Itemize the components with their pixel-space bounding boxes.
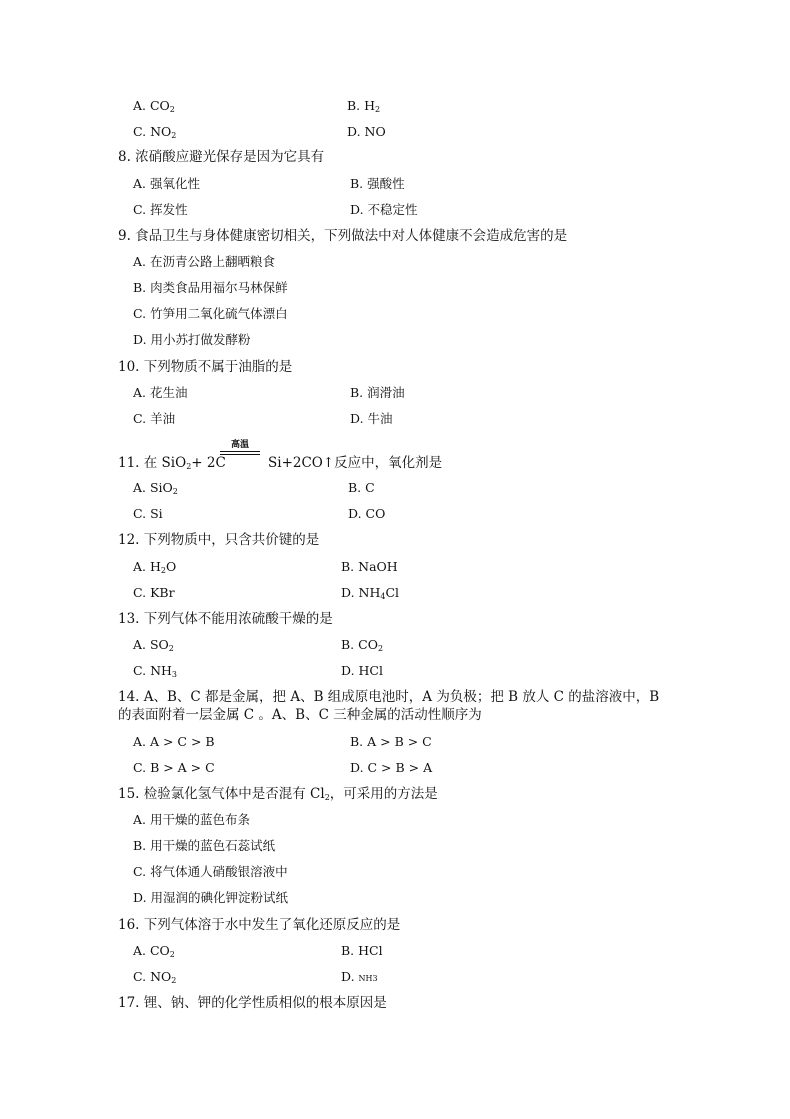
q14-stem-line1: 14. A、B、C 都是金属，把 A、B 组成原电池时，A 为负极；把 B 放人 C 的盐溶液中，B: [118, 689, 660, 705]
q7-option-c: C. $NO_2$: [133, 124, 177, 140]
q11-stem-left: 11. 在 SiO$_2$+ 2C: [118, 455, 226, 471]
equals-bar-bottom: [220, 454, 260, 455]
q12-option-c: C. KBr: [133, 585, 175, 600]
q13-option-a: A. $SO_2$: [133, 637, 174, 653]
q11-option-d: D. CO: [348, 506, 386, 521]
q15-option-a: A. 用干燥的蓝色布条: [133, 812, 250, 827]
q9-stem: 9. 食品卫生与身体健康密切相关，下列做法中对人体健康不会造成危害的是: [118, 228, 568, 244]
q12-stem: 12. 下列物质中，只含共价键的是: [118, 532, 320, 548]
q8-option-c: C. 挥发性: [133, 202, 188, 217]
q8-option-b: B. 强酸性: [350, 176, 405, 191]
q9-option-d: D. 用小苏打做发酵粉: [133, 332, 251, 347]
q8-option-d: D. 不稳定性: [350, 202, 418, 217]
q14-option-c: C. B > A > C: [133, 760, 215, 775]
q17-stem: 17. 锂、钠、钾的化学性质相似的根本原因是: [118, 995, 387, 1011]
q11-stem-right: Si+2CO↑反应中，氧化剂是: [268, 455, 443, 471]
q13-option-d: D. HCl: [341, 663, 383, 678]
q11-option-b: B. C: [348, 480, 375, 495]
q10-option-b: B. 润滑油: [350, 385, 405, 400]
q9-option-b: B. 肉类食品用福尔马林保鲜: [133, 280, 288, 295]
condition-label: 高温: [230, 440, 249, 450]
equals-bar-top: [220, 451, 260, 452]
q11-option-a: A. SiO$_2$: [133, 480, 178, 496]
q9-option-c: C. 竹笋用二氧化硫气体漂白: [133, 306, 288, 321]
q14-option-a: A. A > C > B: [133, 734, 215, 749]
q14-stem-line2: 的表面附着一层金属 C 。A、B、C 三种金属的活动性顺序为: [118, 707, 482, 723]
q10-option-d: D. 牛油: [350, 411, 393, 426]
q14-option-d: D. C > B > A: [350, 760, 433, 775]
q14-option-b: B. A > B > C: [350, 734, 432, 749]
q16-option-a: A. $CO_2$: [133, 943, 175, 959]
q8-option-a: A. 强氧化性: [133, 176, 200, 191]
q13-option-b: B. $CO_2$: [341, 637, 384, 653]
q15-option-b: B. 用干燥的蓝色石蕊试纸: [133, 838, 276, 853]
q16-stem: 16. 下列气体溶于水中发生了氧化还原反应的是: [118, 917, 401, 933]
q16-option-c: C. $NO_2$: [133, 969, 177, 985]
q7-option-a: A. $CO_2$: [133, 98, 175, 114]
q10-option-c: C. 羊油: [133, 411, 176, 426]
q7-option-b: B. $H_2$: [347, 98, 381, 114]
q16-option-d: D. NH3: [341, 969, 378, 984]
q13-stem: 13. 下列气体不能用浓硫酸干燥的是: [118, 611, 333, 627]
q9-option-a: A. 在沥青公路上翻晒粮食: [133, 254, 275, 269]
q16-option-b: B. HCl: [341, 943, 383, 958]
q10-option-a: A. 花生油: [133, 385, 188, 400]
q12-option-d: D. $NH_4Cl$: [341, 585, 400, 601]
reaction-condition: [220, 440, 260, 460]
q15-stem: 15. 检验氯化氢气体中是否混有 $Cl_2$，可采用的方法是: [118, 786, 438, 802]
q8-stem: 8. 浓硝酸应避光保存是因为它具有: [118, 149, 325, 165]
q15-option-c: C. 将气体通人硝酸银溶液中: [133, 864, 288, 879]
q11-option-c: C. Si: [133, 506, 163, 521]
q10-stem: 10. 下列物质不属于油脂的是: [118, 359, 293, 375]
q13-option-c: C. $NH_3$: [133, 663, 177, 679]
q7-option-d: D. NO: [347, 124, 386, 139]
q12-option-a: A. $H_2O$: [133, 559, 177, 575]
q15-option-d: D. 用湿润的碘化钾淀粉试纸: [133, 890, 289, 905]
q12-option-b: B. NaOH: [341, 559, 398, 574]
